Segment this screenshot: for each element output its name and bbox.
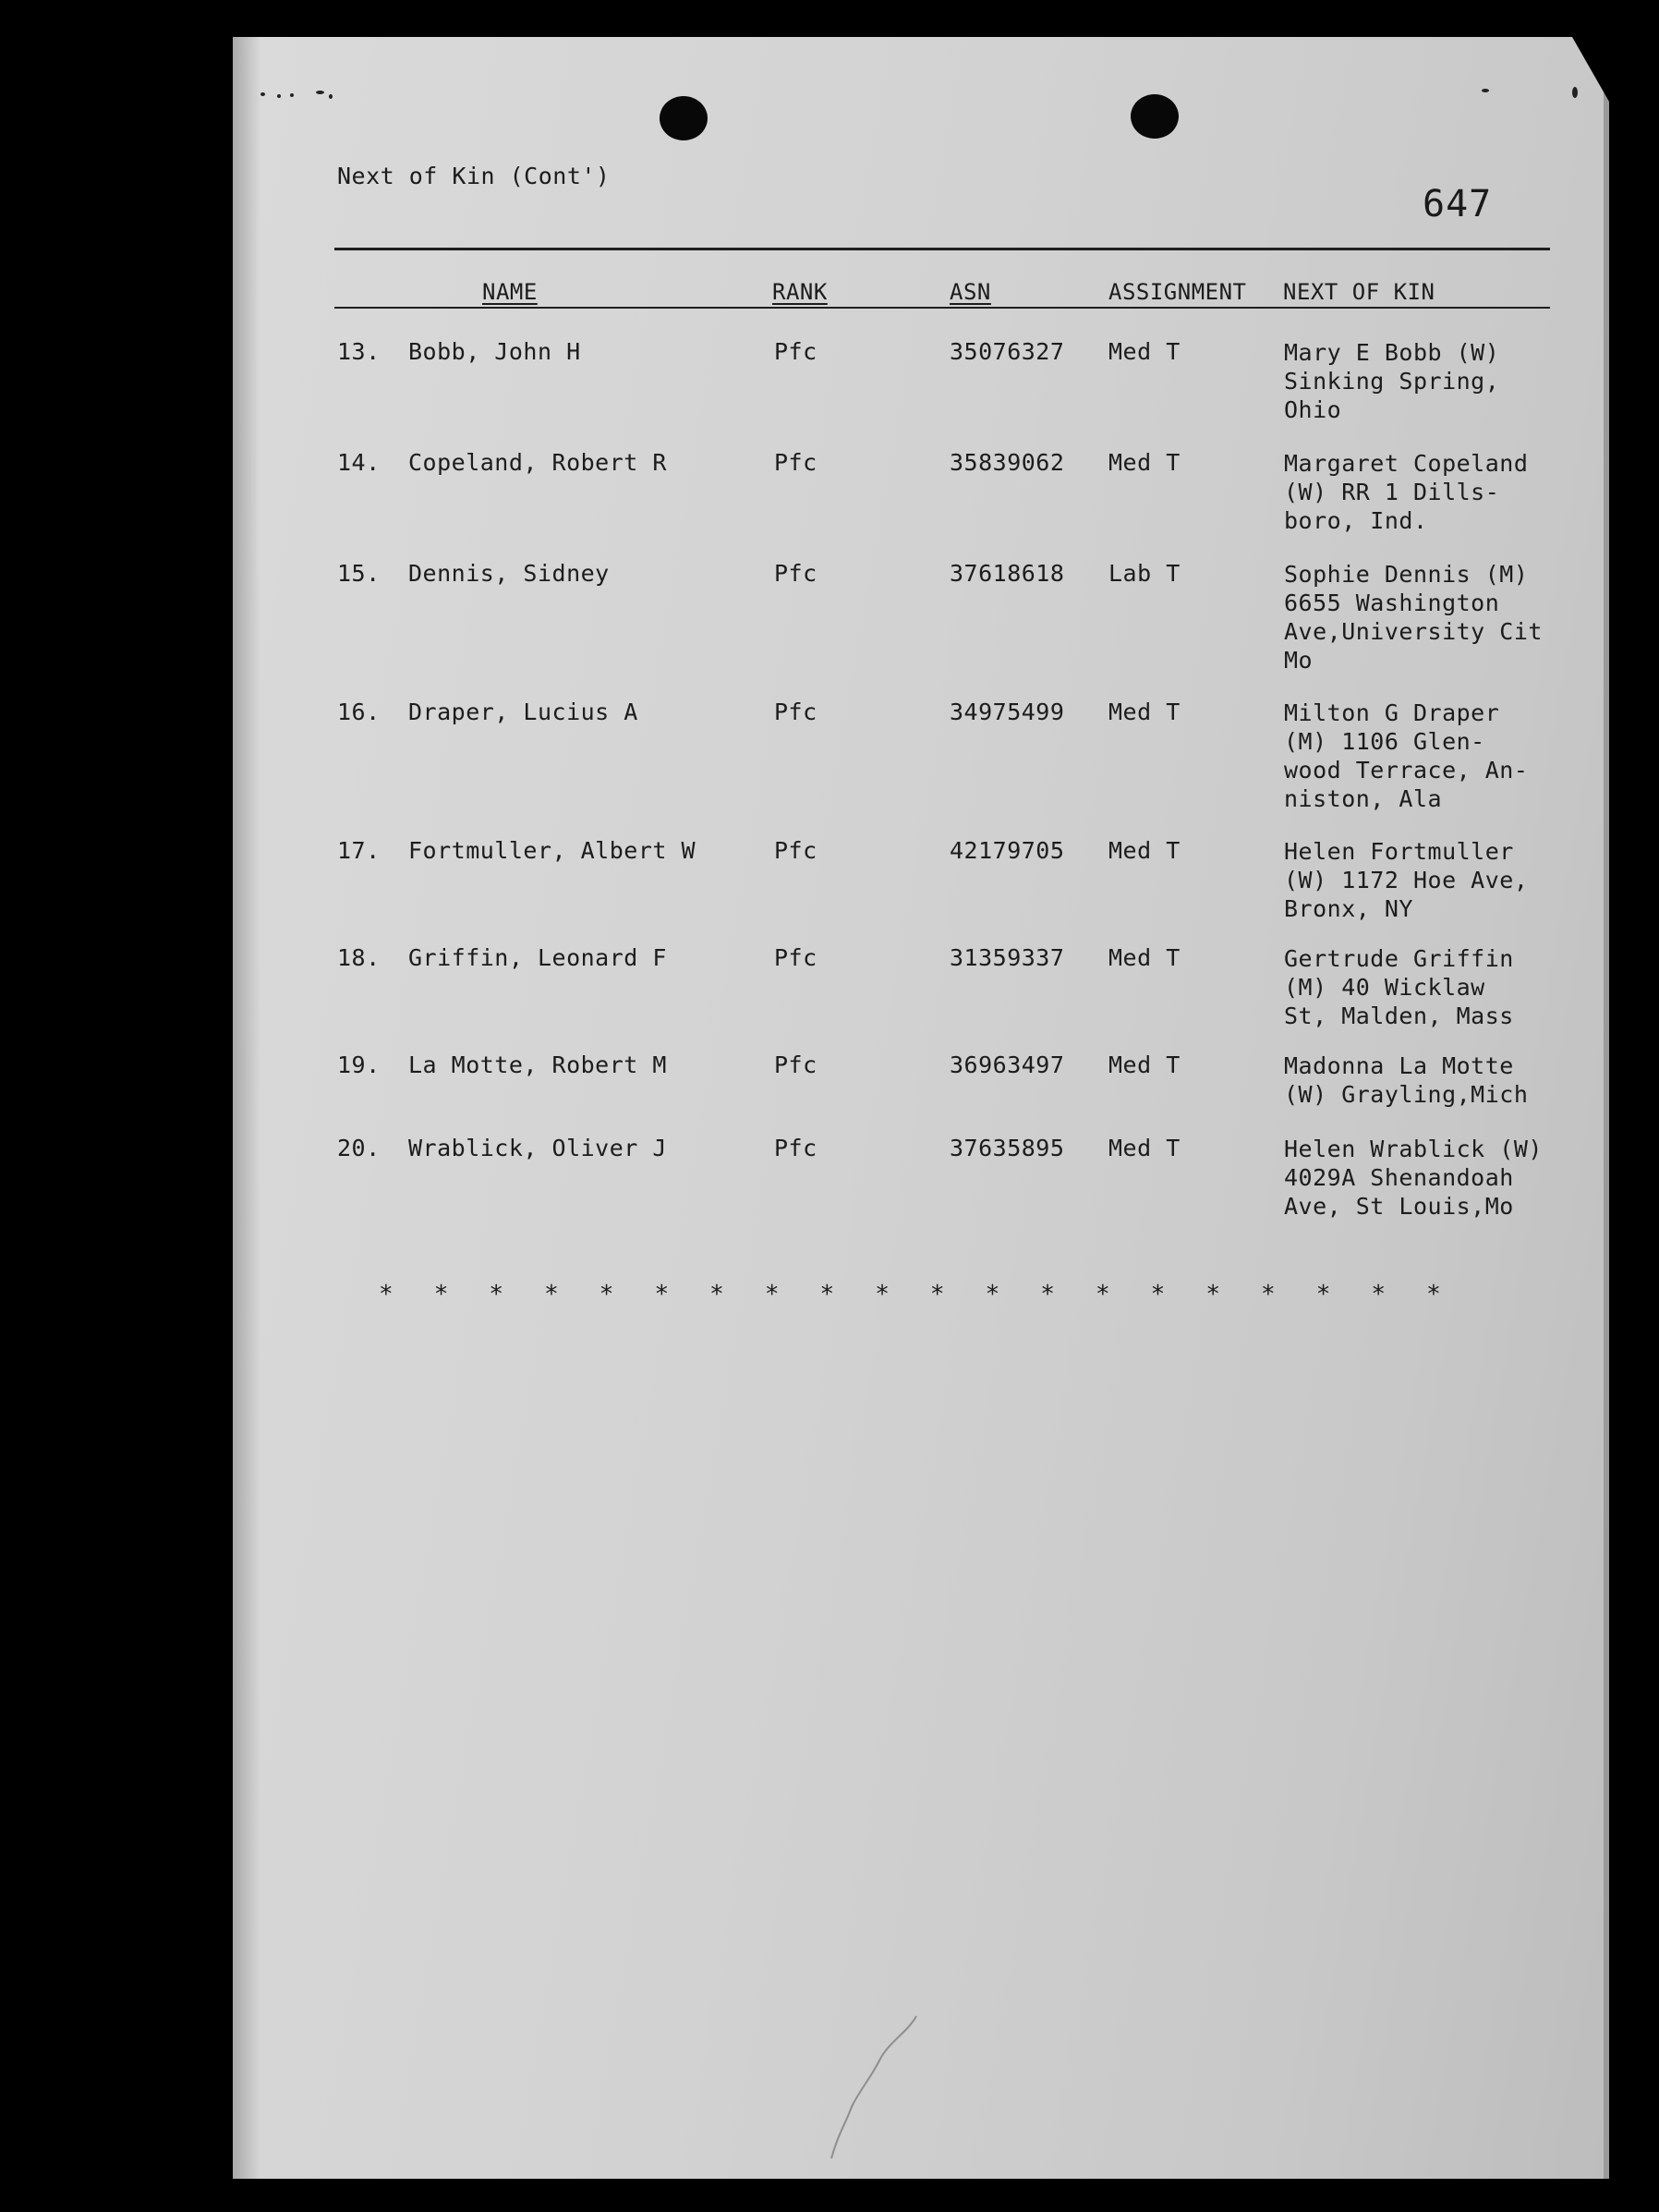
stray-mark [1482,89,1489,92]
assignment: Med T [1108,338,1181,365]
asn: 34975499 [950,699,1065,725]
next-of-kin: Sophie Dennis (M) 6655 Washington Ave,University Cit Mo [1284,561,1543,674]
asterisk: * [929,1281,945,1308]
next-of-kin: Mary E Bobb (W) Sinking Spring, Ohio [1284,339,1500,423]
asterisk: * [1261,1281,1276,1308]
asn: 31359337 [950,944,1065,971]
page-number: 647 [1423,183,1493,225]
punch-hole-right [1131,94,1179,139]
asterisk: * [1150,1281,1166,1308]
asterisk: * [985,1281,1000,1308]
column-header-asn: ASN [950,279,991,305]
asterisk: * [654,1281,670,1308]
row-number: 13. [337,338,381,365]
asn: 42179705 [950,837,1065,864]
assignment: Med T [1108,1135,1181,1161]
asterisk: * [1426,1281,1441,1308]
next-of-kin: Helen Wrablick (W) 4029A Shenandoah Ave, St Louis,Mo [1284,1136,1543,1220]
stray-mark [277,94,281,98]
next-of-kin: Margaret Copeland (W) RR 1 Dills- boro, Ind. [1284,450,1529,534]
rank: Pfc [774,944,817,971]
column-header-assignment: ASSIGNMENT [1108,279,1247,305]
rank: Pfc [774,449,817,476]
page-corner [1572,37,1609,102]
soldier-name: Bobb, John H [408,338,581,365]
asterisk: * [1371,1281,1387,1308]
soldier-name: Wrablick, Oliver J [408,1135,667,1161]
next-of-kin: Gertrude Griffin (M) 40 Wicklaw St, Malden, Mass [1284,945,1514,1029]
asterisk: * [544,1281,559,1308]
rank: Pfc [774,1135,817,1161]
row-number: 15. [337,560,381,587]
asterisk: * [764,1281,780,1308]
soldier-name: Draper, Lucius A [408,699,638,725]
assignment: Med T [1108,449,1181,476]
stray-mark [316,91,324,94]
assignment: Med T [1108,944,1181,971]
rank: Pfc [774,560,817,587]
assignment: Med T [1108,1051,1181,1078]
soldier-name: Copeland, Robert R [408,449,667,476]
assignment: Med T [1108,699,1181,725]
rank: Pfc [774,699,817,725]
next-of-kin: Milton G Draper (M) 1106 Glen- wood Terrace, An- niston, Ala [1284,699,1529,812]
asn: 37618618 [950,560,1065,587]
assignment: Lab T [1108,560,1181,587]
end-of-list-marker [379,1281,1441,1308]
header-rule-top [334,248,1550,250]
stray-mark [260,92,265,96]
asterisk: * [819,1281,835,1308]
row-number: 17. [337,837,381,864]
asn: 35839062 [950,449,1065,476]
document-title: Next of Kin (Cont') [337,163,611,189]
row-number: 20. [337,1135,381,1161]
asterisk: * [1205,1281,1220,1308]
asn: 36963497 [950,1051,1065,1078]
rank: Pfc [774,338,817,365]
column-header-next-of-kin: NEXT OF KIN [1283,279,1435,305]
asterisk: * [433,1281,449,1308]
row-number: 19. [337,1051,381,1078]
rank: Pfc [774,837,817,864]
column-header-name: NAME [482,279,538,305]
stray-mark [290,93,294,97]
stray-mark [1572,87,1578,98]
stray-mark [329,94,333,99]
row-number: 16. [337,699,381,725]
asterisk: * [379,1281,394,1308]
soldier-name: La Motte, Robert M [408,1051,667,1078]
asterisk: * [1095,1281,1110,1308]
soldier-name: Griffin, Leonard F [408,944,667,971]
asn: 35076327 [950,338,1065,365]
next-of-kin: Helen Fortmuller (W) 1172 Hoe Ave, Bronx, NY [1284,838,1529,922]
asterisk: * [489,1281,504,1308]
asterisk: * [875,1281,890,1308]
soldier-name: Fortmuller, Albert W [408,837,696,864]
next-of-kin: Madonna La Motte (W) Grayling,Mich [1284,1052,1529,1108]
asterisk: * [1315,1281,1331,1308]
row-number: 18. [337,944,381,971]
column-header-rank: RANK [772,279,828,305]
header-rule-bottom [334,307,1550,309]
asn: 37635895 [950,1135,1065,1161]
asterisk: * [1040,1281,1055,1308]
assignment: Med T [1108,837,1181,864]
rank: Pfc [774,1051,817,1078]
asterisk: * [599,1281,614,1308]
row-number: 14. [337,449,381,476]
punch-hole-left [660,96,708,140]
soldier-name: Dennis, Sidney [408,560,610,587]
paper-crack [824,2014,935,2162]
document-page [233,37,1609,2179]
asterisk: * [709,1281,724,1308]
